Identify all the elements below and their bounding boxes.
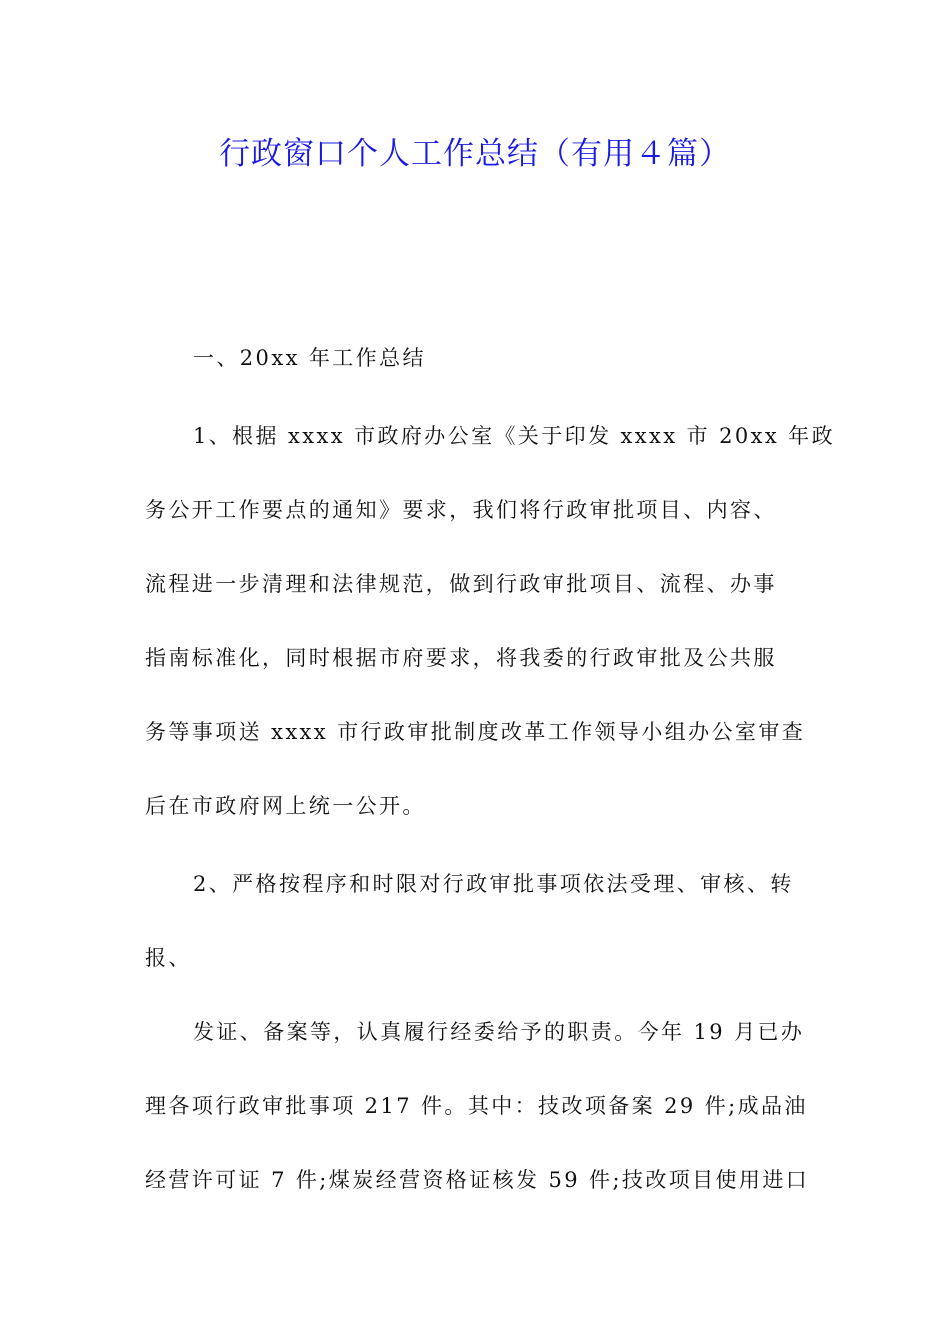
paragraph-3-line-2: 理各项行政审批事项 217 件。其中：技改项备案 29 件;成品油	[145, 1094, 808, 1118]
paragraph-1-line-5: 务等事项送 xxxx 市行政审批制度改革工作领导小组办公室审查	[145, 720, 806, 744]
paragraph-2-line-1: 2、严格按程序和时限对行政审批事项依法受理、审核、转	[193, 872, 794, 896]
paragraph-3-line-1: 发证、备案等，认真履行经委给予的职责。今年 19 月已办	[193, 1020, 805, 1044]
paragraph-2-line-2: 报、	[145, 946, 192, 970]
section-heading: 一、20xx 年工作总结	[193, 346, 426, 370]
paragraph-1-line-3: 流程进一步清理和法律规范，做到行政审批项目、流程、办事	[145, 572, 777, 596]
document-title: 行政窗口个人工作总结（有用４篇）	[219, 136, 731, 172]
paragraph-1-line-6: 后在市政府网上统一公开。	[145, 794, 426, 818]
paragraph-1-line-4: 指南标准化，同时根据市府要求，将我委的行政审批及公共服	[145, 646, 777, 670]
paragraph-3-line-3: 经营许可证 7 件;煤炭经营资格证核发 59 件;技改项目使用进口	[145, 1168, 810, 1192]
paragraph-1-line-1: 1、根据 xxxx 市政府办公室《关于印发 xxxx 市 20xx 年政	[193, 424, 835, 448]
paragraph-1-line-2: 务公开工作要点的通知》要求，我们将行政审批项目、内容、	[145, 498, 777, 522]
